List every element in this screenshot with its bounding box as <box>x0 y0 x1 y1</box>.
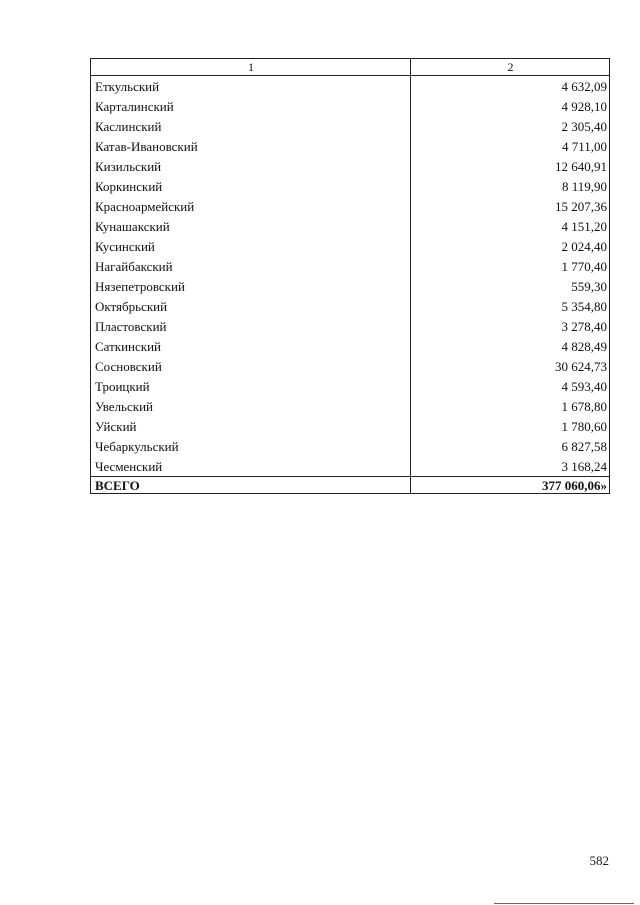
district-name-cell: Кусинский <box>91 236 411 256</box>
table-row <box>91 296 610 316</box>
data-table <box>90 58 610 494</box>
table-row <box>91 316 610 336</box>
table-row <box>91 116 610 136</box>
district-name-cell: Катав-Ивановский <box>91 136 411 156</box>
table-row <box>91 176 610 196</box>
amount-cell: 6 827,58 <box>411 436 610 456</box>
amount-cell: 4 928,10 <box>411 96 610 116</box>
table-row <box>91 216 610 236</box>
table-row <box>91 276 610 296</box>
district-name-cell: Троицкий <box>91 376 411 396</box>
amount-cell: 4 711,00 <box>411 136 610 156</box>
district-name-cell: Уйский <box>91 416 411 436</box>
district-name-cell: Сосновский <box>91 356 411 376</box>
table-row <box>91 356 610 376</box>
table-row <box>91 136 610 156</box>
amount-cell: 30 624,73 <box>411 356 610 376</box>
district-name-cell: Саткинский <box>91 336 411 356</box>
table-body <box>91 76 610 477</box>
page-number: 582 <box>589 853 609 868</box>
amount-cell: 4 632,09 <box>411 76 610 97</box>
amount-cell: 559,30 <box>411 276 610 296</box>
amount-cell: 2 305,40 <box>411 116 610 136</box>
amount-cell: 4 828,49 <box>411 336 610 356</box>
amount-cell: 3 278,40 <box>411 316 610 336</box>
table-row <box>91 416 610 436</box>
district-name-cell: Пластовский <box>91 316 411 336</box>
district-name-cell: Нагайбакский <box>91 256 411 276</box>
total-row <box>91 477 610 494</box>
footer-rule <box>494 903 634 904</box>
table-row <box>91 436 610 456</box>
district-name-cell: Октябрьский <box>91 296 411 316</box>
district-name-cell: Чебаркульский <box>91 436 411 456</box>
table-row <box>91 76 610 97</box>
district-name-cell: Коркинский <box>91 176 411 196</box>
district-name-cell: Чесменский <box>91 456 411 477</box>
column-header-1: 1 <box>91 59 411 76</box>
table-row <box>91 376 610 396</box>
table-row <box>91 196 610 216</box>
district-name-cell: Кунашакский <box>91 216 411 236</box>
total-label: ВСЕГО <box>91 477 411 494</box>
amount-cell: 2 024,40 <box>411 236 610 256</box>
table-row <box>91 396 610 416</box>
district-name-cell: Нязепетровский <box>91 276 411 296</box>
table-header <box>91 59 610 76</box>
amount-cell: 8 119,90 <box>411 176 610 196</box>
header-row <box>91 59 610 76</box>
amount-cell: 5 354,80 <box>411 296 610 316</box>
amount-cell: 12 640,91 <box>411 156 610 176</box>
table-row <box>91 456 610 477</box>
district-name-cell: Карталинский <box>91 96 411 116</box>
district-name-cell: Красноармейский <box>91 196 411 216</box>
amount-cell: 3 168,24 <box>411 456 610 477</box>
table-footer <box>91 477 610 494</box>
district-name-cell: Каслинский <box>91 116 411 136</box>
amount-cell: 1 780,60 <box>411 416 610 436</box>
amount-cell: 15 207,36 <box>411 196 610 216</box>
table-row <box>91 256 610 276</box>
column-header-2: 2 <box>411 59 610 76</box>
table-row <box>91 236 610 256</box>
amount-cell: 4 151,20 <box>411 216 610 236</box>
district-name-cell: Еткульский <box>91 76 411 97</box>
table-row <box>91 96 610 116</box>
district-name-cell: Увельский <box>91 396 411 416</box>
amount-cell: 1 678,80 <box>411 396 610 416</box>
amount-cell: 1 770,40 <box>411 256 610 276</box>
total-value: 377 060,06» <box>411 477 610 494</box>
district-name-cell: Кизильский <box>91 156 411 176</box>
table-row <box>91 336 610 356</box>
table-row <box>91 156 610 176</box>
amount-cell: 4 593,40 <box>411 376 610 396</box>
